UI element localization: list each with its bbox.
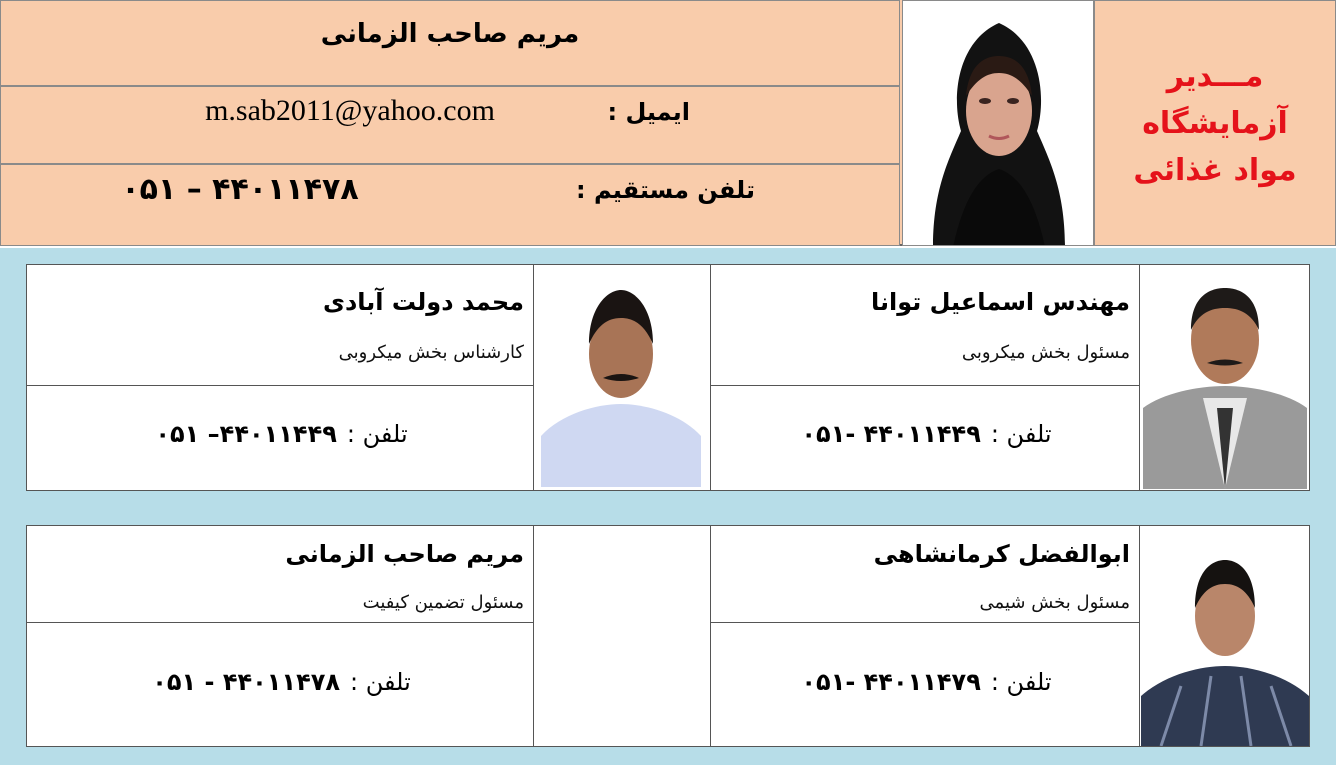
manager-photo <box>902 0 1094 246</box>
manager-name: مریم صاحب الزمانی <box>320 19 580 49</box>
manager-phone-label: تلفن مستقیم : <box>576 176 755 204</box>
manager-title <box>1094 0 1336 246</box>
staff-role-1: مسئول بخش میکروبی <box>961 342 1130 363</box>
staff-role-3: مسئول بخش شیمی <box>979 592 1130 613</box>
staff-name-3: ابوالفضل کرمانشاهی <box>873 540 1130 568</box>
title-line-3: مواد غذائی <box>1133 152 1297 188</box>
staff-portrait-icon <box>1141 556 1309 746</box>
title-line-2: آزمایشگاه <box>1142 105 1288 141</box>
staff-phone-4: ۰۵۱ - ۴۴۰۱۱۴۷۸ تلفن : <box>152 668 411 696</box>
staff-portrait-icon <box>1143 268 1307 489</box>
staff-phone-2: ۰۵۱ –۴۴۰۱۱۴۴۹ تلفن : <box>155 420 408 448</box>
staff-name-4: مریم صاحب الزمانی <box>285 540 524 568</box>
manager-portrait-icon <box>903 1 1094 246</box>
staff-phone-3: ۰۵۱- ۴۴۰۱۱۴۷۹ تلفن : <box>801 668 1052 696</box>
staff-photo-1 <box>1143 268 1307 489</box>
manager-email[interactable]: m.sab2011@yahoo.com <box>205 94 495 127</box>
manager-email-label: ایمیل : <box>607 98 690 126</box>
title-line-1: مـــدیر <box>1166 58 1264 94</box>
manager-name-row <box>0 0 900 86</box>
staff-phone-1: ۰۵۱- ۴۴۰۱۱۴۴۹ تلفن : <box>801 420 1052 448</box>
manager-phone: ۰۵۱ – ۴۴۰۱۱۴۷۸ <box>121 172 359 207</box>
staff-role-2: کارشناس بخش میکروبی <box>338 342 524 363</box>
staff-role-4: مسئول تضمین کیفیت <box>362 592 524 613</box>
staff-name-2: محمد دولت آبادی <box>322 288 524 316</box>
staff-photo-2 <box>541 286 701 487</box>
staff-portrait-icon <box>541 286 701 487</box>
staff-photo-3 <box>1141 556 1309 746</box>
staff-name-1: مهندس اسماعیل توانا <box>870 288 1130 316</box>
